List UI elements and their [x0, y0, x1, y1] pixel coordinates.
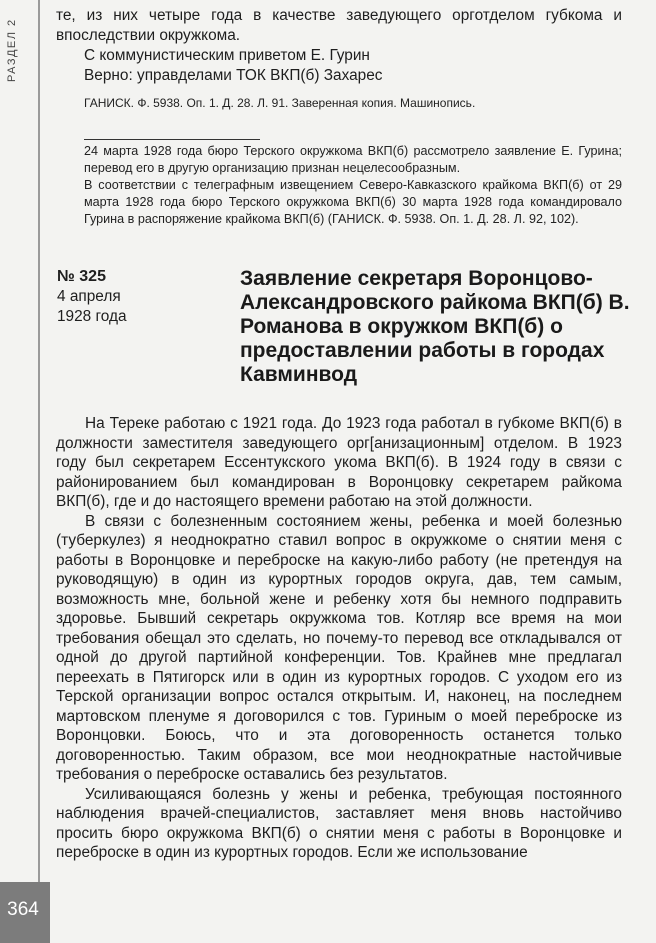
signature-line: С коммунистическим приветом Е. Гурин	[84, 47, 370, 64]
page-number: 364	[7, 899, 39, 920]
footnote	[56, 143, 622, 228]
document-title: Заявление секретаря Воронцово-Александровского райкома ВКП(б) В. Романова в окружком ВКП(б) о предоставлении работы в городах Кавминвод	[240, 267, 630, 386]
previous-document-end	[56, 6, 622, 111]
margin-rule	[38, 0, 40, 885]
body-paragraph: На Тереке работаю с 1921 года. До 1923 года работал в губкоме ВКП(б) в должности заместителя заведующего орг[анизационным] отделом. В 1923 году был секретарем Ессентукского укома ВКП(б). В 1924 году в связи с районированием был командирован в Воронцовку секретарем райкома ВКП(б), где и до настоящего времени работаю на этой должности.	[56, 415, 622, 510]
certification-line: Верно: управделами ТОК ВКП(б) Захарес	[84, 66, 383, 84]
document-body	[56, 414, 622, 863]
archive-source: ГАНИСК. Ф. 5938. Оп. 1. Д. 28. Л. 91. Заверенная копия. Машинопись.	[84, 96, 476, 110]
footnote-divider	[84, 139, 260, 140]
footnote-paragraph: В соответствии с телеграфным извещением Северо-Кавказского крайкома ВКП(б) от 29 марта 1928 года бюро Терского окружкома ВКП(б) 30 марта 1928 года командировало Гурина в распоряжение крайкома ВКП(б) (ГАНИСК. Ф. 5938. Оп. 1. Д. 28. Л. 92, 102).	[84, 178, 622, 226]
document-date-year: 1928 года	[57, 308, 127, 325]
document-date-day: 4 апреля	[57, 288, 121, 305]
document-number: № 325	[57, 268, 106, 285]
footnote-paragraph: 24 марта 1928 года бюро Терского окружкома ВКП(б) рассмотрело заявление Е. Гурина; перевод его в другую организацию признан нецелесообразным.	[84, 144, 622, 175]
section-label: РАЗДЕЛ 2	[6, 18, 18, 82]
document-meta	[57, 267, 227, 327]
body-paragraph: В связи с болезненным состоянием жены, ребенка и моей болезнью (туберкулез) я неоднократно ставил вопрос в окружкоме о снятии меня с работы в Воронцовке и переброске на какую-либо работу (не претендуя на руководящую) в один из курортных городов округа, дав, тем самым, возможность мне, больной жене и ребенку хотя бы немного подправить здоровье. Бывший секретарь окружкома тов. Котляр все время на мои требования обещал это сделать, но почему-то перевод все откладывался от одной до другой партийной конференции. Тов. Крайнев мне предлагал переехать в Пятигорск или в один из курортных городов. С уходом его из Терской организации вопрос остался открытым. И, наконец, на последнем мартовском пленуме я договорился с тов. Гуриным о моей переброске из Воронцовки. Боюсь, что и эта договоренность останется только договоренностью. Таким образом, все мои неоднократные настойчивые требования о переброске оставались без результатов.	[56, 512, 622, 783]
continuation-text: те, из них четыре года в качестве заведующего орготделом губкома и впоследствии окружкома.	[56, 7, 622, 44]
body-paragraph: Усиливающаяся болезнь у жены и ребенка, требующая постоянного наблюдения врачей-специалистов, заставляет меня вновь настойчиво просить бюро окружкома ВКП(б) о снятии меня с работы в Воронцовке и переброске в один из курортных городов. Если же использование	[56, 785, 622, 861]
